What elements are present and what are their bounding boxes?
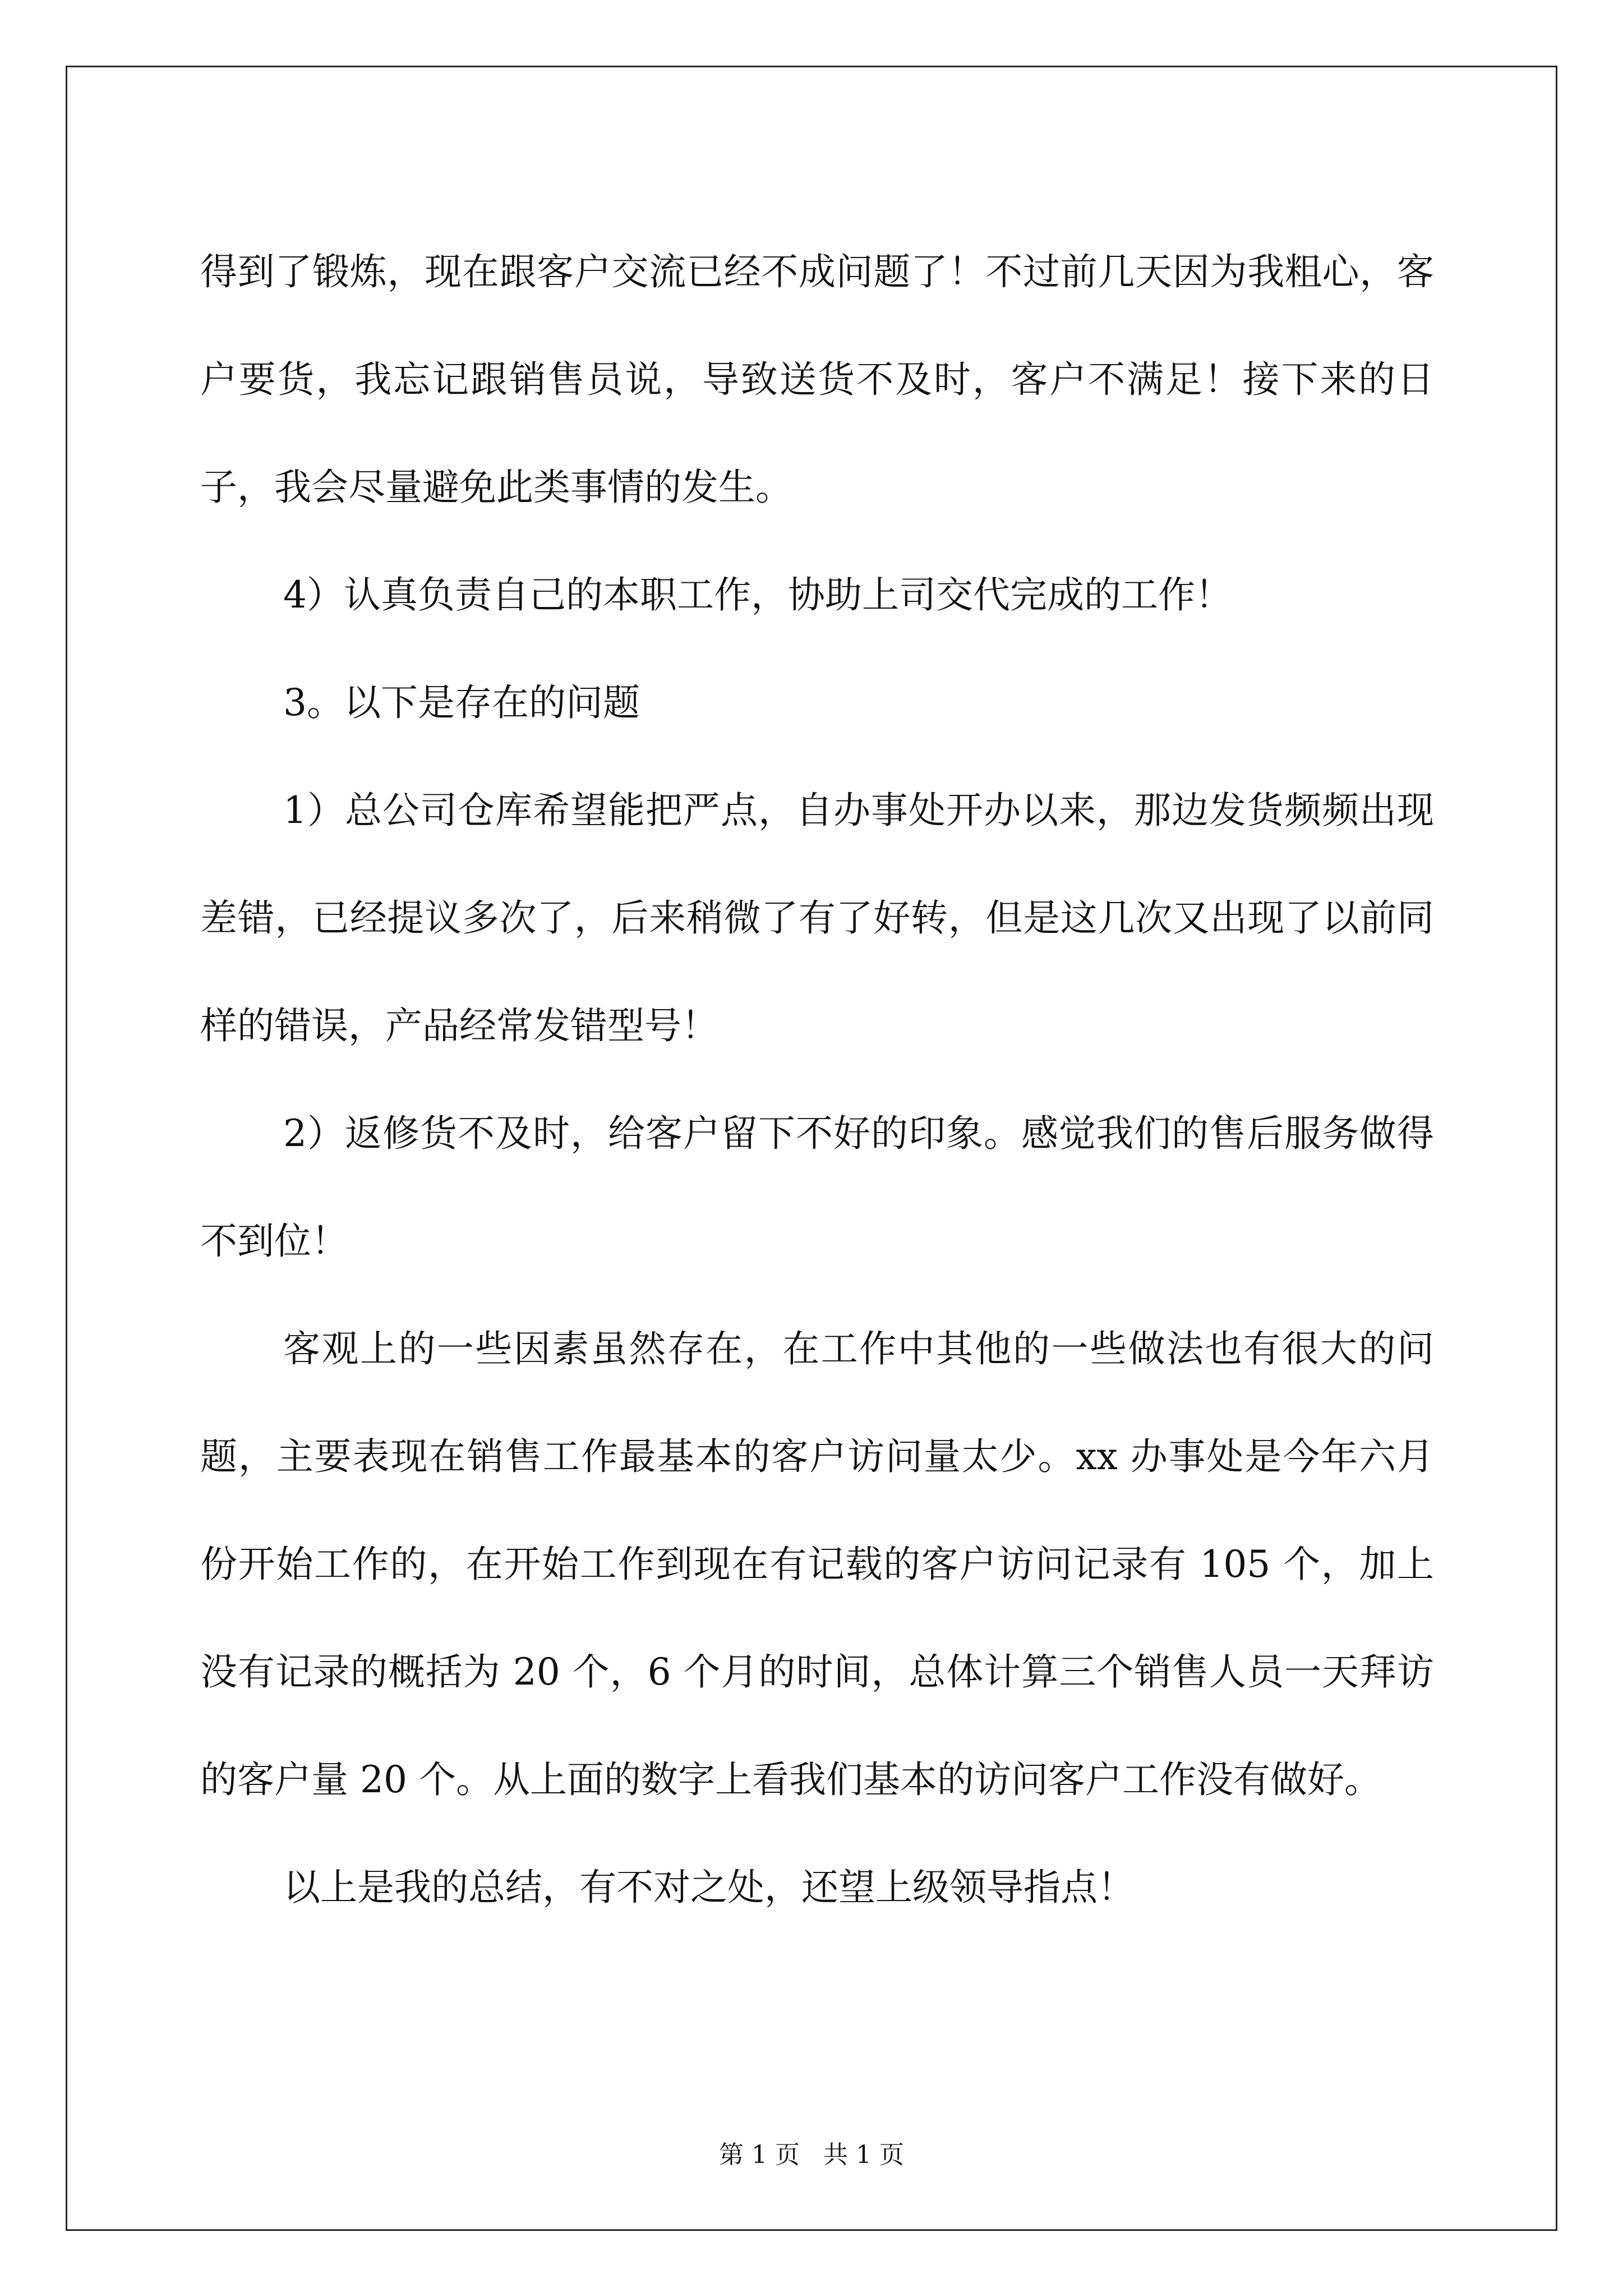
- document-body: [200, 218, 1434, 1941]
- paragraph-1: 得到了锻炼，现在跟客户交流已经不成问题了！不过前几天因为我粗心，客户要货，我忘记跟销售员说，导致送货不及时，客户不满足！接下来的日子，我会尽量避免此类事情的发生。: [200, 250, 1434, 509]
- paragraph-7: 以上是我的总结，有不对之处，还望上级领导指点！: [283, 1866, 1135, 1909]
- page-footer: [0, 2138, 1623, 2172]
- page-number-label: 第 1 页 共 1 页: [719, 2141, 904, 2169]
- paragraph-6: 客观上的一些因素虽然存在，在工作中其他的一些做法也有很大的问题，主要表现在销售工作最基本的客户访问量太少。xx 办事处是今年六月份开始工作的，在开始工作到现在有记载的客户访问记录有 105 个，加上没有记录的概括为 20 个，6 个月的时间，总体计算三个销售人员一天拜访的客户量 20 个。从上面的数字上看我们基本的访问客户工作没有做好。: [200, 1327, 1434, 1801]
- paragraph-5: 2）返修货不及时，给客户留下不好的印象。感觉我们的售后服务做得不到位！: [200, 1112, 1434, 1263]
- paragraph-2: 4）认真负责自己的本职工作，协助上司交代完成的工作！: [283, 573, 1232, 616]
- paragraph-4: 1）总公司仓库希望能把严点，自办事处开办以来，那边发货频频出现差错，已经提议多次了，后来稍微了有了好转，但是这几次又出现了以前同样的错误，产品经常发错型号！: [200, 789, 1434, 1047]
- paragraph-3: 3。以下是存在的问题: [283, 681, 640, 724]
